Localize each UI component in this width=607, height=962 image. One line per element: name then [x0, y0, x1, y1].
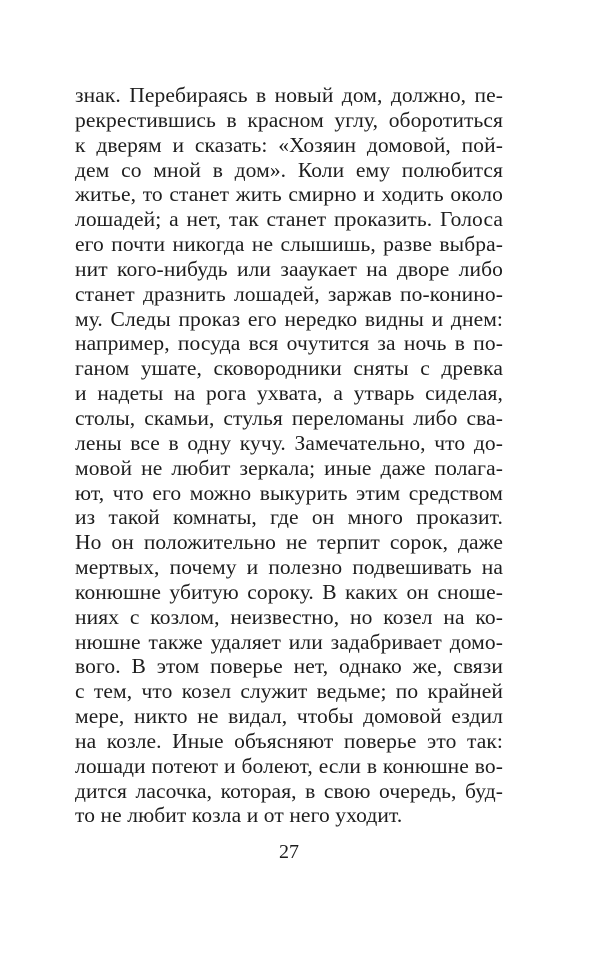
text-line: рекрестившись в красном углу, оборотиться: [75, 107, 503, 132]
page-text-block: [75, 83, 503, 828]
text-line: нит кого-нибудь или зааукает на дворе либо: [75, 256, 503, 281]
text-line: на козле. Иные объясняют поверье это так:: [75, 728, 503, 753]
text-line: из такой комнаты, где он много проказит.: [75, 505, 503, 530]
text-line: мере, никто не видал, чтобы домовой ездил: [75, 704, 503, 729]
text-line: му. Следы проказ его нередко видны и днем:: [75, 306, 503, 331]
page-number: 27: [279, 841, 299, 863]
text-line: знак. Перебираясь в новый дом, должно, пе-: [75, 83, 503, 107]
text-line: ют, что его можно выкурить этим средством: [75, 480, 503, 505]
text-line: его почти никогда не слышишь, разве выбра-: [75, 232, 503, 257]
text-line: столы, скамьи, стулья переломаны либо сва-: [75, 405, 503, 430]
text-line: нюшне также удаляет или задабривает домо-: [75, 629, 503, 654]
text-line: мовой не любит зеркала; иные даже полага-: [75, 455, 503, 480]
text-line: Но он положительно не терпит сорок, даже: [75, 530, 503, 555]
text-line: лошадей; а нет, так станет проказить. Голоса: [75, 207, 503, 232]
text-line: конюшне убитую сороку. В каких он сноше-: [75, 579, 503, 604]
text-line: лошади потеют и болеют, если в конюшне во-: [75, 753, 503, 778]
text-line: лены все в одну кучу. Замечательно, что до-: [75, 430, 503, 455]
text-line: например, посуда вся очутится за ночь в по-: [75, 331, 503, 356]
text-line: дится ласочка, которая, в свою очередь, буд-: [75, 778, 503, 803]
text-line: житье, то станет жить смирно и ходить около: [75, 182, 503, 207]
text-line: к дверям и сказать: «Хозяин домовой, пой-: [75, 132, 503, 157]
text-line: вого. В этом поверье нет, однако же, связи: [75, 654, 503, 679]
text-line: ганом ушате, сковородники сняты с древка: [75, 356, 503, 381]
text-line: станет дразнить лошадей, заржав по-конино-: [75, 281, 503, 306]
text-line: с тем, что козел служит ведьме; по крайней: [75, 679, 503, 704]
text-line: и надеты на рога ухвата, а утварь сиделая,: [75, 381, 503, 406]
text-line: дем со мной в дом». Коли ему полюбится: [75, 157, 503, 182]
text-line: то не любит козла и от него уходит.: [75, 803, 403, 828]
text-line: мертвых, почему и полезно подвешивать на: [75, 555, 503, 580]
text-line: ниях с козлом, неизвестно, но козел на ко-: [75, 604, 503, 629]
